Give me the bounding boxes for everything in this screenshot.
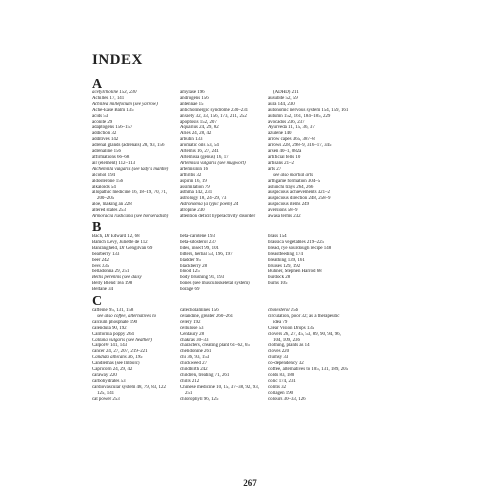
index-entry: arbutin 133 bbox=[180, 137, 203, 143]
index-entry: bees 135 bbox=[92, 263, 110, 269]
index-entry: autonomic nervous system 154, 159, 161 bbox=[268, 107, 349, 113]
index-entry: aversions 58–9 bbox=[268, 208, 298, 214]
index-entry: (ADHD) 211 bbox=[273, 90, 299, 95]
index-entry: belladonna 29, 251 bbox=[92, 269, 130, 275]
index-entry: 200–205 bbox=[97, 196, 115, 202]
index-entry: arts 27 bbox=[268, 166, 282, 172]
index-entry: Chinese medicine 10, 15, 37–38, 92, 93, bbox=[180, 384, 259, 390]
index-entry: arrow capes 365, 387–8 bbox=[268, 137, 315, 143]
index-entry: ashinchi trays 264, 266 bbox=[268, 184, 314, 190]
index-entry: artificial fells 10 bbox=[268, 154, 301, 160]
index-entry: alcohol 194 bbox=[92, 172, 115, 178]
index-entry: Capricorn 24, 29, 42 bbox=[92, 367, 133, 373]
index-entry: Artemis 16, 27, 241 bbox=[180, 149, 219, 155]
index-entry: ausubite 52, 59 bbox=[268, 95, 298, 101]
page-number: 267 bbox=[243, 478, 257, 488]
index-entry: childbirth 242 bbox=[180, 367, 208, 373]
index-entry: arrows 228, 298–9, 316–17, 345 bbox=[268, 143, 332, 149]
index-entry: acids 53 bbox=[92, 113, 109, 119]
index-entry: coffee, alternatives to 105, 131, 189, 205 bbox=[268, 367, 349, 373]
index-entry: adaptogens 156–157 bbox=[92, 125, 133, 131]
index-entry: circulation, poor 32; as a therapeutic bbox=[268, 313, 340, 319]
index-entry: artisans 21–2 bbox=[268, 160, 294, 166]
index-entry: caffeine 95, 131, 158 bbox=[92, 308, 134, 313]
index-entry: caraway 220 bbox=[92, 372, 117, 378]
index-entry: colitis 32 bbox=[268, 384, 287, 390]
index-entry: characters, creating plant 61–62, 65 bbox=[180, 343, 250, 349]
index-entry: breathing 139, 161 bbox=[268, 257, 305, 263]
index-entry: anxiety 32, 33, 156, 173, 211, 252 bbox=[180, 113, 247, 119]
index-entry: atropine 230 bbox=[180, 208, 205, 214]
index-entry: cat power 253 bbox=[92, 396, 120, 402]
index-entry: clovers 26, 27, 45, 53, 89, 90, 94, 96, bbox=[268, 331, 341, 337]
index-entry: antennae 15 bbox=[180, 101, 204, 107]
index-entry: Achillea millefolium (see yarrow) bbox=[92, 101, 158, 107]
index-entry: Aquarius 24, 29, 82 bbox=[180, 125, 219, 131]
index-entry: additives 142 bbox=[92, 137, 119, 143]
index-entry: aromatic oils 53, 54 bbox=[180, 143, 219, 149]
index-entry: auspicious achievements 321–2 bbox=[268, 190, 330, 196]
index-entry: arthgame formation 304–5 bbox=[268, 178, 321, 184]
index-entry: burdock 28 bbox=[268, 275, 291, 281]
index-entry: air (element) 112–113 bbox=[92, 160, 136, 166]
index-entry: apoptosis 152, 207 bbox=[180, 119, 217, 125]
index-entry: awasa terms 232 bbox=[268, 214, 301, 220]
index-entry: breastfeeding 174 bbox=[268, 251, 303, 257]
index-entry: azulene 140 bbox=[268, 131, 292, 137]
section-letter-a: A bbox=[92, 77, 103, 92]
index-entry: colic 174, 231 bbox=[268, 378, 296, 384]
index-column bbox=[268, 90, 386, 220]
index-column bbox=[268, 308, 386, 403]
index-entry: Aries 24, 28, 42 bbox=[180, 131, 212, 137]
index-entry: cholesterol 156 bbox=[268, 308, 299, 313]
index-entry: chi 36, 93, 153 bbox=[180, 355, 210, 361]
index-entry: calcium phosphate 190 bbox=[92, 319, 138, 325]
index-entry: arsen 40–1, 082a bbox=[268, 149, 302, 155]
index-entry: cancer 24, 27, 207, 219–221 bbox=[92, 349, 148, 355]
index-entry: avocados 236, 237 bbox=[268, 119, 305, 125]
index-entry: colours 30–33, 126 bbox=[268, 396, 306, 402]
index-entry: aura 144, 230 bbox=[268, 101, 295, 107]
index-entry: catecholamines 156 bbox=[180, 308, 219, 313]
index-entry: see also martial arts bbox=[273, 172, 314, 178]
index-entry: Artemisia vulgaris (see mugwort) bbox=[180, 160, 246, 166]
index-entry: androgens 156 bbox=[180, 95, 209, 101]
page-title: INDEX bbox=[92, 52, 143, 68]
index-entry: adrenal glands (adrenals) 28, 93, 156 bbox=[92, 143, 165, 149]
index-entry: beta-carotene 193 bbox=[180, 234, 215, 239]
index-entry: Banrangheld, Dr Gengilvan 69 bbox=[92, 245, 153, 251]
index-entry: see also coffee, alternatives to bbox=[97, 313, 157, 319]
index-entry: amylase 196 bbox=[180, 90, 205, 95]
index-entry: Belly Blend Tea 198 bbox=[92, 281, 133, 287]
index-entry: aloe, making an 228 bbox=[92, 202, 132, 208]
index-entry: affirmations 66–68 bbox=[92, 154, 130, 160]
index-entry: acetylcholine 153, 230 bbox=[92, 90, 137, 95]
index-entry: autumn 152, 161, 184–185, 229 bbox=[268, 113, 331, 119]
index-entry: clothing, plants as 14 bbox=[268, 343, 310, 349]
index-entry: 251 bbox=[185, 390, 193, 396]
index-entry: clumsy 33 bbox=[268, 355, 289, 361]
index-entry: chakras 30–33 bbox=[180, 337, 209, 343]
index-entry: Alchemilla vulgaris (see lady's mantle) bbox=[92, 166, 169, 172]
index-entry: addiction 32 bbox=[92, 131, 117, 137]
index-entry: Centaury 28 bbox=[180, 331, 205, 337]
index-entry: bladder 95 bbox=[180, 257, 201, 263]
index-entry: idea 79 bbox=[273, 319, 288, 325]
index-entry: allopathic medicine 16, 18–19, 70, 71, bbox=[92, 190, 168, 196]
index-entry: blackberry 28 bbox=[180, 263, 208, 269]
index-entry: Candida albicans 36, 195 bbox=[92, 355, 143, 361]
index-entry: Bamch Levy, Juliette de 112 bbox=[92, 239, 148, 245]
index-entry: carbohydrates 53 bbox=[92, 378, 126, 384]
index-entry: bread, rye sourdough recipe 148 bbox=[268, 245, 332, 251]
index-entry: Beltane 34 bbox=[92, 287, 114, 293]
index-entry: Ayurveda 11, 15, 36, 37 bbox=[268, 125, 315, 131]
index-entry: cellulose 53 bbox=[180, 325, 204, 331]
index-entry: auspicious items 249 bbox=[268, 202, 310, 208]
index-entry: aspirin 16, 19 bbox=[180, 178, 207, 184]
index-entry: Ache-Ease Balm 135 bbox=[92, 107, 134, 113]
index-entry: celandine, greater 260–261 bbox=[180, 313, 234, 319]
index-entry: Candlemas (see Imbolc) bbox=[92, 361, 140, 367]
index-entry: brassica vegetables 219–225 bbox=[268, 239, 324, 245]
index-entry: chickweed 27 bbox=[180, 361, 208, 367]
index-entry: Bellis perennis (see daisy bbox=[92, 275, 142, 281]
index-entry: 104, 109, 236 bbox=[273, 337, 300, 343]
index-entry: calendula 90, 192 bbox=[92, 325, 127, 331]
index-entry: chelidonine 261 bbox=[180, 349, 212, 355]
index-entry: bearberry 133 bbox=[92, 251, 120, 257]
index-entry: assimilation 79 bbox=[180, 184, 210, 190]
section-letter-c: C bbox=[92, 294, 103, 309]
index-entry: cardiovascular system 48, 79, 83, 122 bbox=[92, 384, 166, 390]
index-entry: asthma 142, 231 bbox=[180, 190, 213, 196]
index-entry: co-dependency 32 bbox=[268, 361, 304, 367]
index-entry: chlorophyll 96, 125 bbox=[180, 396, 219, 402]
index-entry: bitters, herbal 53, 196, 197 bbox=[180, 251, 233, 257]
index-entry: astrology 18, 24–29, 73 bbox=[180, 196, 227, 202]
index-entry: beta-sitosterol 237 bbox=[180, 239, 217, 245]
index-entry: arthritis 32 bbox=[180, 172, 202, 178]
index-entry: Bach, Dr Edward 12, 68 bbox=[92, 234, 140, 239]
index-entry: auspicious direction 248, 258–9 bbox=[268, 196, 331, 202]
index-entry: burns 105 bbox=[268, 281, 288, 287]
index-entry: California poppy 264 bbox=[92, 331, 134, 337]
index-entry: bones (see musculoskeletal system) bbox=[180, 281, 250, 287]
index-entry: brass 154 bbox=[268, 234, 287, 239]
index-entry: Armoracia rusticana (see horseradish) bbox=[92, 214, 169, 220]
index-entry: aconite 29 bbox=[92, 119, 113, 125]
index-entry: Calluna vulgaris (see heather) bbox=[92, 337, 152, 343]
index-entry: Astronomia (a typic poem) 24 bbox=[180, 202, 239, 208]
index-entry: bruises 129, 192 bbox=[268, 263, 301, 269]
index-entry: alkaloids 54 bbox=[92, 184, 116, 190]
index-entry: Clear Vision Drops 135 bbox=[268, 325, 315, 331]
index-entry: children, treating 71, 261 bbox=[180, 372, 230, 378]
index-column bbox=[268, 234, 386, 287]
index-entry: artemisinin 16 bbox=[180, 166, 209, 172]
index-entry: cloves 220 bbox=[268, 349, 290, 355]
index-entry: altered states 253 bbox=[92, 208, 126, 214]
section-letter-b: B bbox=[92, 220, 102, 235]
index-entry: 125, 141 bbox=[97, 390, 115, 396]
index-entry: chills 212 bbox=[180, 378, 200, 384]
index-entry: body brushing 91, 193 bbox=[180, 275, 225, 281]
index-entry: Calpol® 141, 143 bbox=[92, 343, 128, 349]
index-entry: colds 83, 180 bbox=[268, 372, 295, 378]
index-entry: Achilles 17, 141 bbox=[92, 95, 125, 101]
index-entry: blood 125 bbox=[180, 269, 200, 275]
index-entry: bites, insect 99, 101 bbox=[180, 245, 219, 251]
index-entry: anticholinergic syndrome 230–231 bbox=[180, 107, 249, 113]
index-entry: borage 69 bbox=[180, 287, 200, 293]
index-entry: Buhner, Stephen Harrod 68 bbox=[268, 269, 322, 275]
index-entry: attention deficit hyperactivity disorder bbox=[180, 214, 256, 220]
index-entry: collagen 190 bbox=[268, 390, 294, 396]
index-entry: Artemisia (genus) 16, 17 bbox=[180, 154, 229, 160]
index-entry: celery 192 bbox=[180, 319, 201, 325]
index-entry: adrenaline 156 bbox=[92, 149, 121, 155]
index-entry: beer 242 bbox=[92, 257, 109, 263]
index-entry: aldosterone 156 bbox=[92, 178, 124, 184]
